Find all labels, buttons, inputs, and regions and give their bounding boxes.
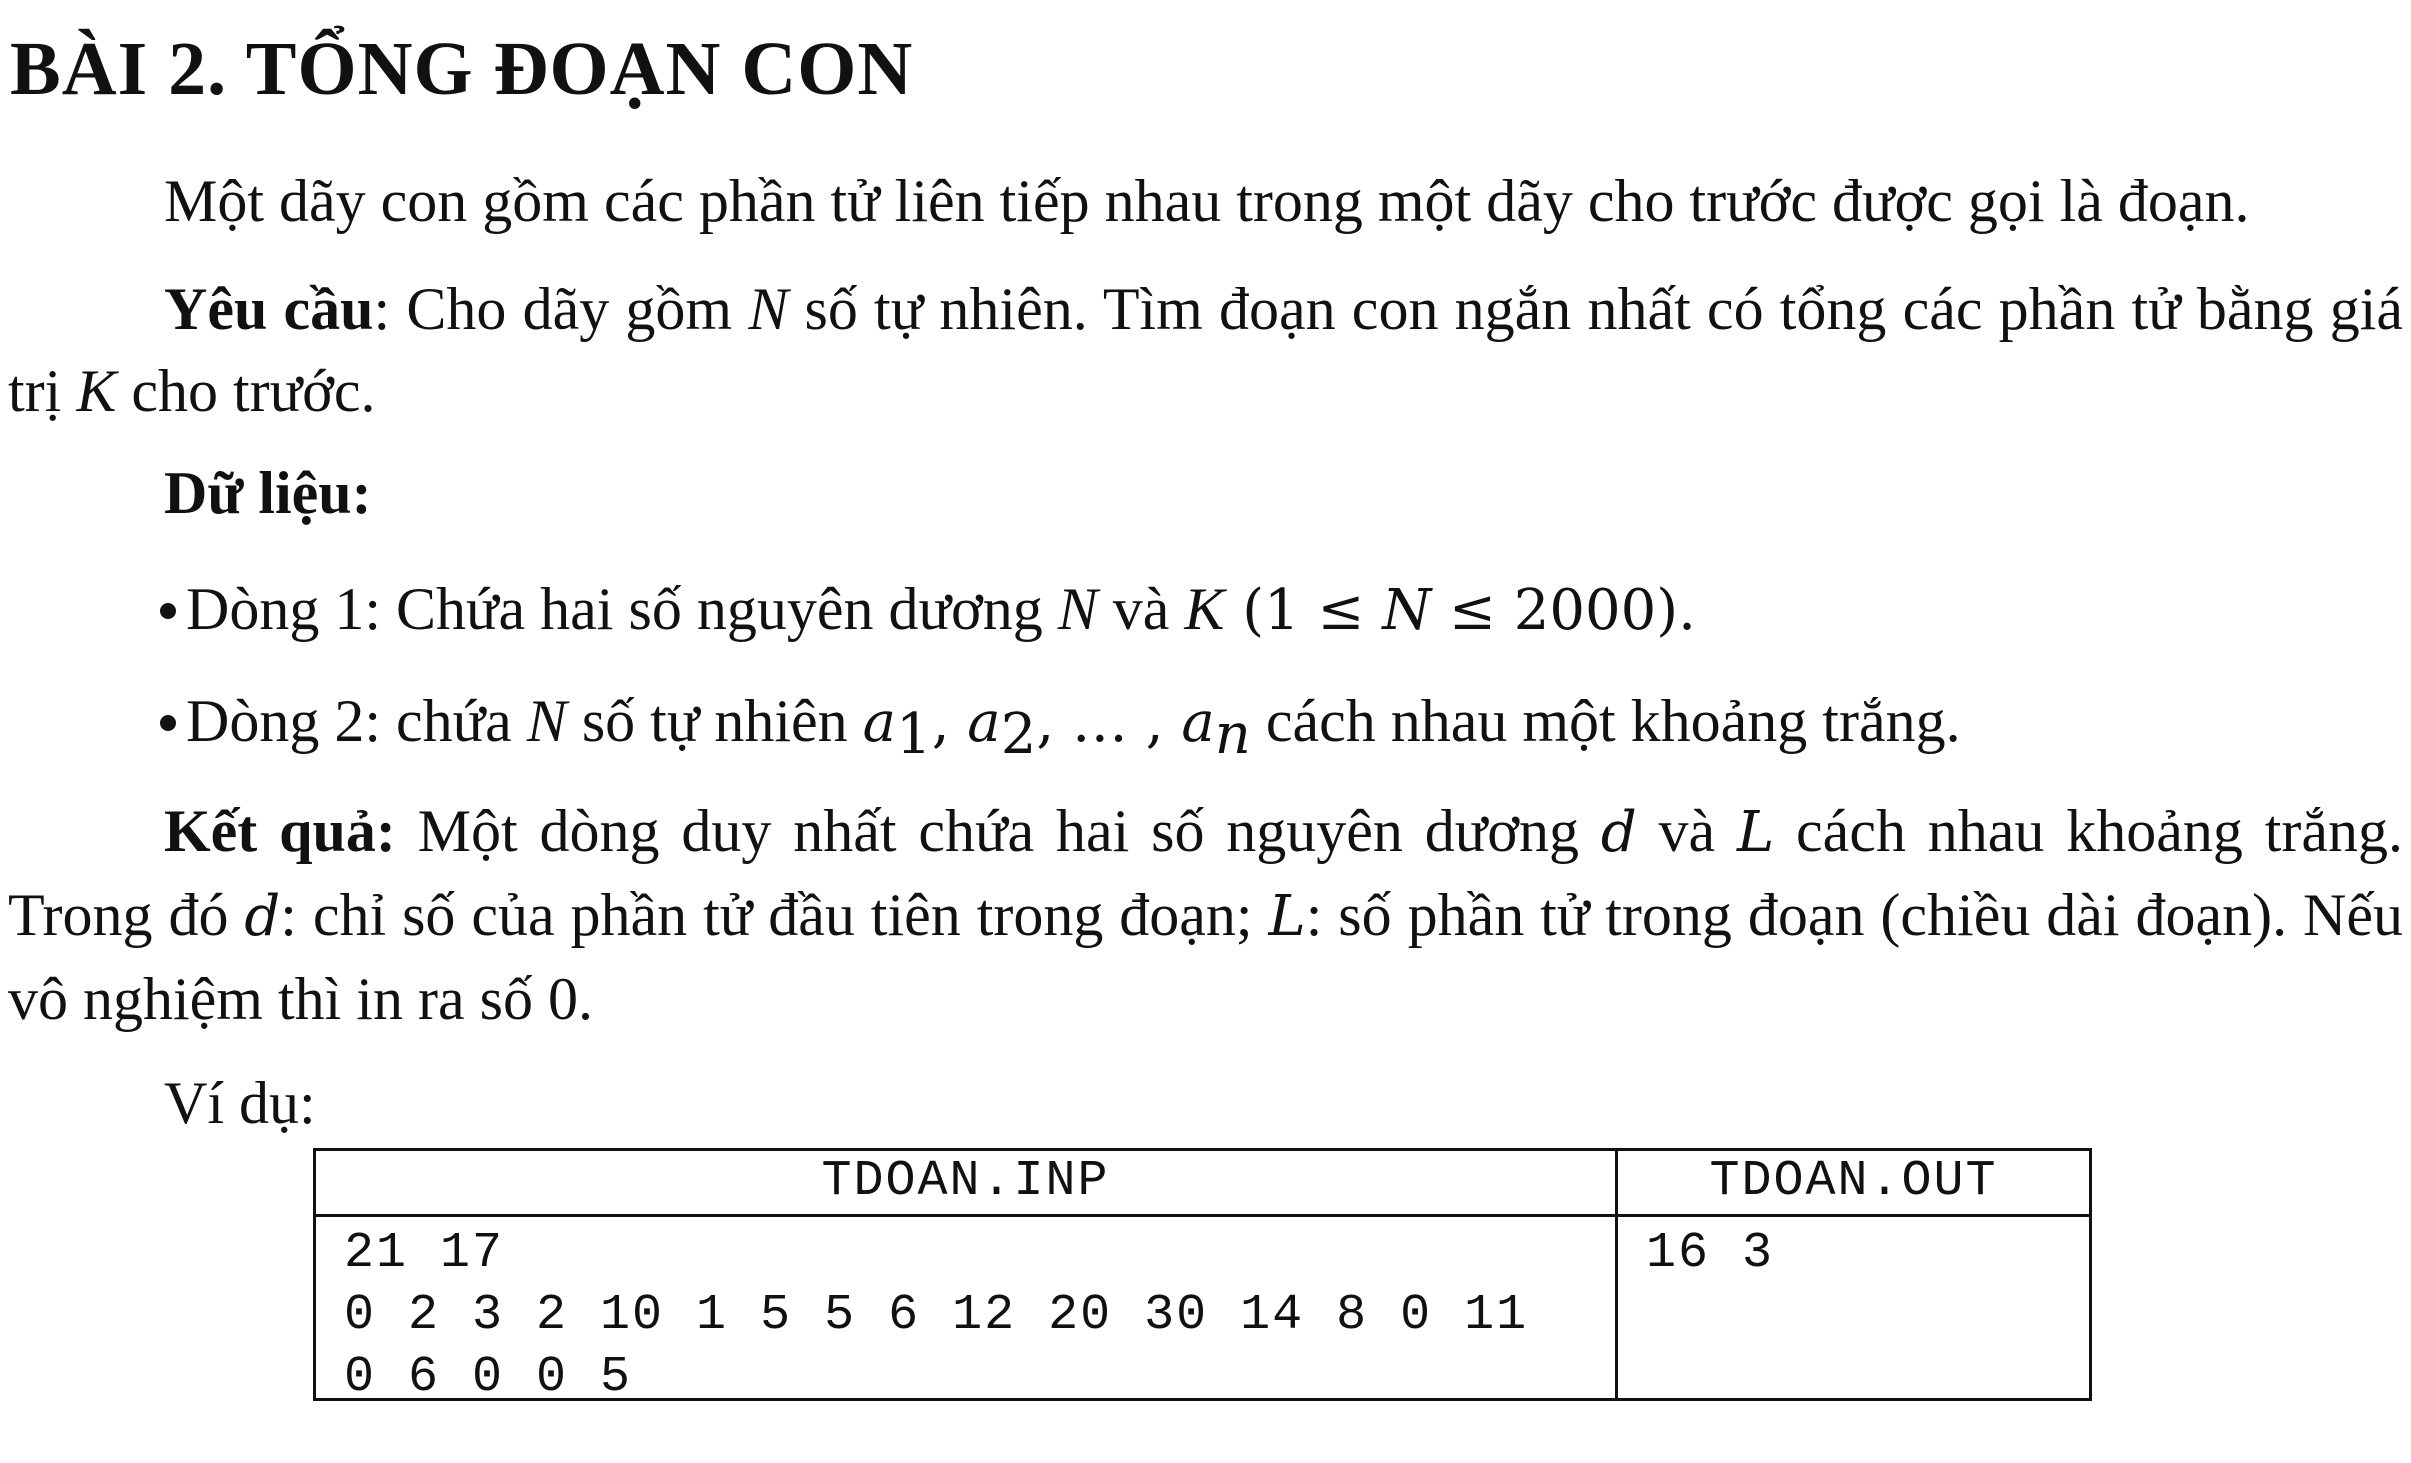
output-line: 16 3 — [1646, 1225, 1775, 1282]
example-label: Ví dụ: — [164, 1070, 316, 1136]
output-header: TDOAN.OUT — [1618, 1151, 2089, 1217]
input-line: 21 17 — [344, 1225, 505, 1282]
var-n: N — [748, 276, 789, 342]
example-heading — [8, 1062, 2403, 1144]
input-line-2: Dòng 2: chứa N số tự nhiên $a_1$, $a_2$, … , $a_n$ cách nhau một khoảng trắng. — [8, 680, 2403, 776]
input-data — [316, 1217, 1615, 1409]
input-column — [316, 1151, 1618, 1406]
bullet-icon — [160, 715, 176, 731]
page-title: BÀI 2. TỔNG ĐOẠN CON — [10, 27, 914, 111]
var-k: K — [76, 358, 117, 424]
input-line: 0 6 0 0 5 — [344, 1349, 633, 1406]
intro-text: Một dãy con gồm các phần tử liên tiếp nhau trong một dãy cho trước được gọi là đoạn. — [164, 168, 2250, 234]
example-table — [313, 1148, 2092, 1406]
input-line: 0 2 3 2 10 1 5 5 6 12 20 30 14 8 0 11 — [344, 1287, 1529, 1344]
bullet-icon — [160, 603, 176, 619]
intro-paragraph — [8, 160, 2403, 242]
requirement-paragraph: Yêu cầu: Cho dãy gồm N số tự nhiên. Tìm đoạn con ngắn nhất có tổng các phần tử bằng giá trị K cho trước. — [8, 276, 2403, 424]
requirement-label: Yêu cầu — [164, 276, 374, 342]
output-data — [1618, 1217, 2089, 1285]
output-column — [1618, 1151, 2089, 1398]
output-paragraph: Kết quả: Một dòng duy nhất chứa hai số nguyên dương d và L cách nhau khoảng trắng. Trong đó d: chỉ số của phần tử đầu tiên trong đoạn; L: số phần tử trong đoạn (chiều dài đoạn). Nếu vô nghiệm thì in ra số 0. — [8, 798, 2404, 1032]
input-line-1: Dòng 1: Chứa hai số nguyên dương N và K (1 ≤ N ≤ 2000). — [8, 568, 2403, 652]
input-header: TDOAN.INP — [316, 1151, 1615, 1217]
output-label: Kết quả: — [164, 798, 396, 864]
input-section-heading — [8, 452, 2403, 534]
input-label: Dữ liệu: — [164, 460, 372, 526]
